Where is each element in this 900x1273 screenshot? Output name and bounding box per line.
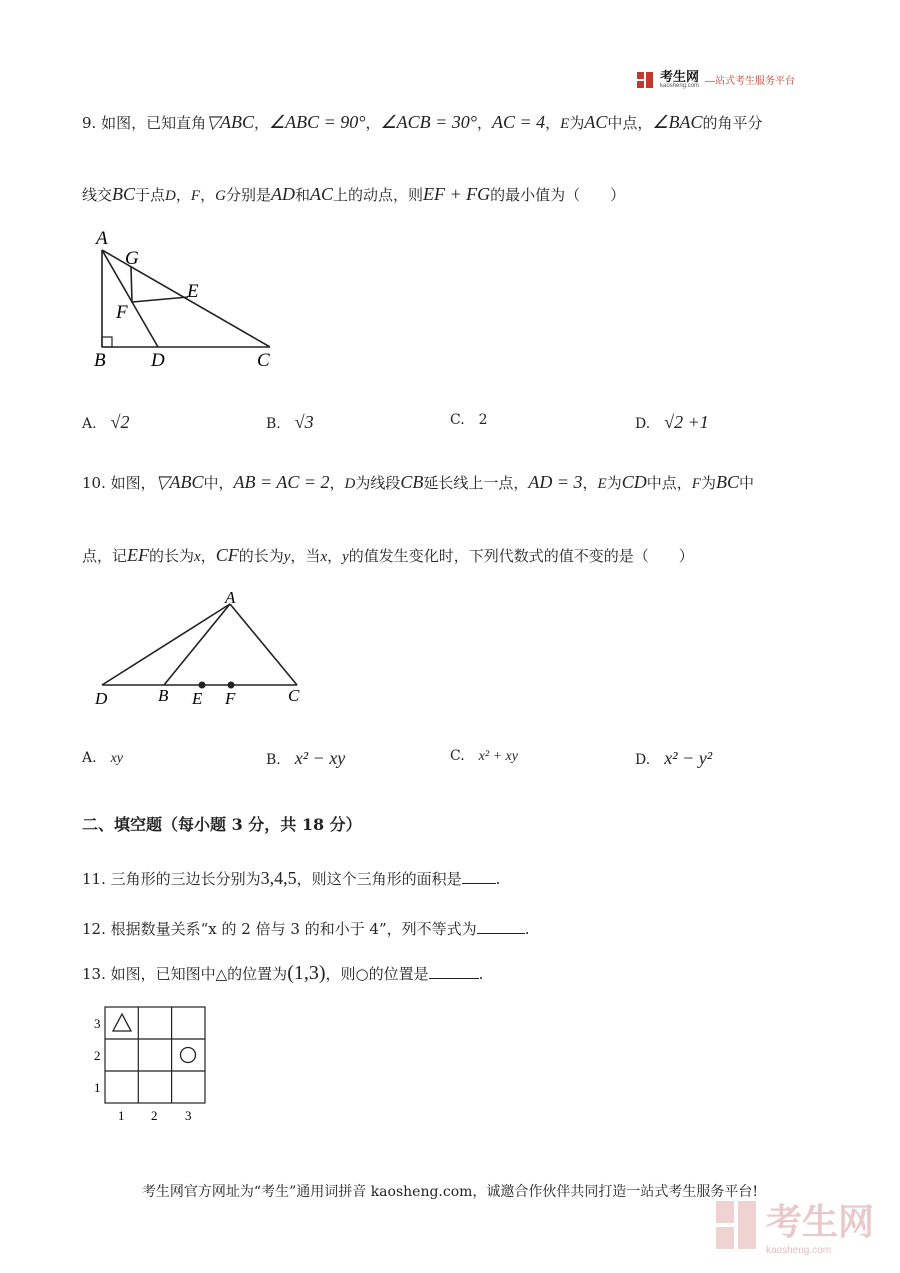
q9-line2: 线交BC于点D，F，G分别是AD和AC上的动点，则EF + FG的最小值为（ ）	[82, 184, 626, 204]
col-label-1: 1	[118, 1108, 125, 1123]
q10-line1: 10. 如图，▽ABC中，AB = AC = 2，D为线段CB延长线上一点，AD = 3，E为CD中点，F为BC中	[82, 472, 754, 492]
watermark	[714, 1194, 874, 1256]
col-label-2: 2	[151, 1108, 158, 1123]
q9-line1: 9. 如图，已知直角▽ABC，∠ABC = 90°，∠ACB = 30°，AC = 4，E为AC中点，∠BAC的角平分	[82, 112, 763, 132]
label-G: G	[125, 248, 139, 269]
q9-option-d[interactable]: D. √2 +1	[635, 412, 709, 432]
circle-marker	[181, 1048, 196, 1063]
label-E: E	[192, 689, 203, 708]
watermark-domain: kaosheng.com	[766, 1245, 832, 1256]
q9-option-c[interactable]: C. 2	[450, 412, 488, 428]
row-label-2: 2	[94, 1048, 101, 1063]
label-B: B	[94, 350, 106, 371]
watermark-logo-icon	[714, 1197, 760, 1253]
q10-option-d[interactable]: D. x² − y²	[635, 748, 713, 768]
q11-answer-blank[interactable]	[462, 871, 496, 884]
q10-option-b[interactable]: B. x² − xy	[266, 748, 346, 768]
label-A: A	[225, 588, 236, 607]
label-B: B	[158, 686, 169, 705]
q9-option-b[interactable]: B. √3	[266, 412, 314, 432]
q9-option-a[interactable]: A. √2	[82, 412, 130, 432]
header-logo	[636, 70, 795, 89]
watermark-name: 考生网	[766, 1201, 875, 1242]
label-F: F	[225, 689, 236, 708]
label-A: A	[96, 228, 108, 249]
label-D: D	[95, 689, 108, 708]
row-label-3: 3	[94, 1016, 101, 1031]
section-title: 二、填空题（每小题 3 分，共 18 分）	[82, 815, 362, 834]
q13-answer-blank[interactable]	[429, 966, 479, 979]
footer-text: 考生网官方网址为“考生”通用词拼音 kaosheng.com，诚邀合作伙伴共同打造一站式考生服务平台!	[141, 1184, 759, 1200]
q12: 12. 根据数量关系“x 的 2 倍与 3 的和小于 4”，列不等式为 .	[82, 920, 530, 938]
q10-option-a[interactable]: A. xy	[82, 750, 123, 766]
label-C: C	[257, 350, 270, 371]
q9-figure	[88, 224, 288, 372]
row-label-1: 1	[94, 1080, 101, 1095]
logo-domain: kaosheng.com	[660, 83, 700, 89]
q10-figure	[90, 586, 305, 710]
q11: 11. 三角形的三边长分别为3,4,5，则这个三角形的面积是 .	[82, 868, 501, 888]
label-F: F	[116, 302, 128, 323]
label-C: C	[288, 686, 300, 705]
triangle-marker	[113, 1014, 131, 1031]
label-D: D	[151, 350, 165, 371]
q13-grid	[88, 1004, 213, 1128]
point-E-dot	[199, 682, 206, 689]
q13: 13. 如图，已知图中△的位置为(1,3)，则○的位置是 .	[82, 962, 484, 984]
kaosheng-logo-icon	[636, 71, 654, 89]
q12-answer-blank[interactable]	[477, 921, 525, 934]
q10-line2: 点，记EF的长为x，CF的长为y，当x，y的值发生变化时，下列代数式的值不变的是（ ）	[82, 545, 694, 565]
logo-name: 考生网	[660, 69, 700, 84]
label-E: E	[187, 281, 199, 302]
q10-option-c[interactable]: C. x² + xy	[450, 748, 518, 764]
q9-number: 9.	[82, 114, 97, 132]
col-label-3: 3	[185, 1108, 192, 1123]
point-F-dot	[228, 682, 235, 689]
q10-number: 10.	[82, 474, 106, 492]
header-slogan: —站式考生服务平台	[705, 76, 796, 87]
